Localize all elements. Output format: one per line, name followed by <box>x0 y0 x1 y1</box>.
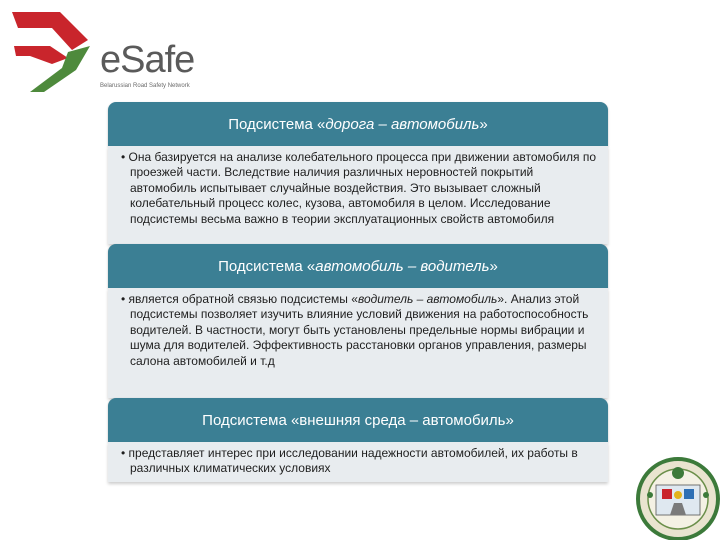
section-3-header <box>108 398 608 442</box>
traffic-safety-emblem-icon <box>636 455 720 540</box>
section-2-header <box>108 244 608 288</box>
bullet: • <box>121 150 126 164</box>
section-2-title: Подсистема «автомобиль – водитель» <box>218 257 498 275</box>
section-3-body <box>108 442 608 482</box>
section-1-body <box>108 146 608 244</box>
bullet: • <box>121 446 126 460</box>
section-3-text: • представляет интерес при исследовании надежности автомобилей, их работы в различных климатических условиях <box>121 446 578 476</box>
logo-subtitle: Belarussian Road Safety Network <box>100 83 190 89</box>
section-2-body <box>108 288 608 398</box>
esafe-logo <box>8 6 208 96</box>
section-2-text: • является обратной связью подсистемы «водитель – автомобиль». Анализ этой подсистемы позволяет изучить влияние условий движения на работоспособность водителей. В частности, могут быть установлены предельные нормы вибрации и шума для водителей. Эффективность расстановки органов управления, размеры салона автомобилей и т.д <box>121 292 589 368</box>
section-1-text: • Она базируется на анализе колебательного процесса при движении автомобиля по проезжей части. Вследствие наличия различных неровностей покрытий автомобиль испытывает случайные воздействия. Это вызывает сложный колебательный процесс колес, кузова, автомобиля в целом. Исследование подсистемы весьма важно в теории эксплуатационных свойств автомобиля <box>121 150 597 226</box>
section-1-header <box>108 102 608 146</box>
section-1-title: Подсистема «дорога – автомобиль» <box>228 115 488 133</box>
esafe-logo-mark <box>8 6 100 96</box>
logo-wordmark: eSafe <box>100 39 195 81</box>
section-3-title: Подсистема «внешняя среда – автомобиль» <box>202 411 514 429</box>
bullet: • <box>121 292 126 306</box>
